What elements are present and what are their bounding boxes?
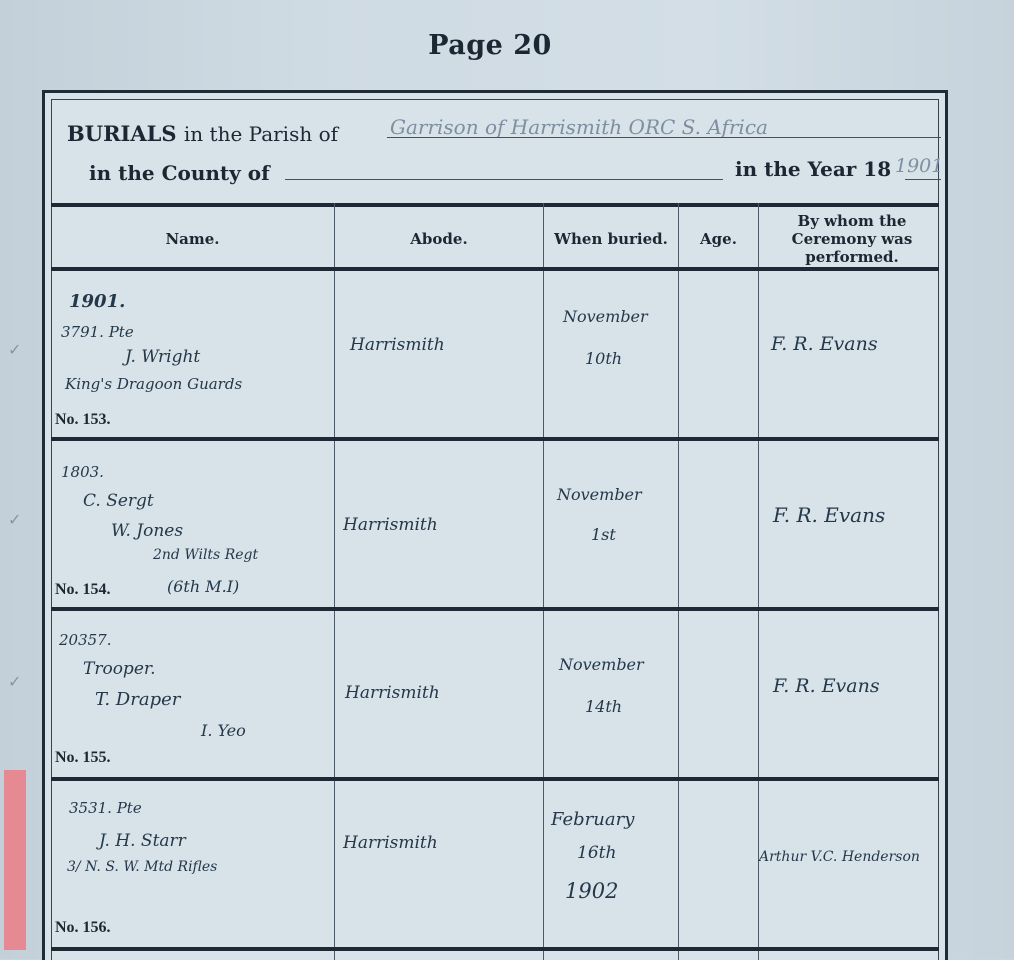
county-underline	[285, 179, 723, 180]
rank: Trooper.	[83, 659, 156, 679]
column-header-abode: Abode.	[410, 230, 468, 248]
regiment: King's Dragoon Guards	[65, 375, 243, 393]
abode-value: Harrismith	[350, 335, 445, 355]
year-label: in the Year 18	[735, 157, 892, 181]
column-divider	[543, 203, 544, 960]
header-bottom-rule	[51, 267, 939, 271]
deceased-name: W. Jones	[111, 521, 184, 541]
officiant: F. R. Evans	[773, 675, 880, 697]
officiant: F. R. Evans	[773, 503, 886, 527]
column-divider	[334, 203, 335, 960]
entry-divider	[51, 437, 939, 441]
deceased-name: J. H. Starr	[99, 831, 186, 851]
column-divider	[758, 203, 759, 960]
abode-value: Harrismith	[343, 833, 438, 853]
county-label: in the County of	[89, 161, 270, 185]
service-number: 3791. Pte	[61, 323, 134, 341]
regiment: 3/ N. S. W. Mtd Rifles	[67, 859, 218, 875]
entry-divider	[51, 947, 939, 951]
column-header-name: Name.	[165, 230, 220, 248]
regiment: I. Yeo	[201, 721, 246, 740]
entry-number: No. 153.	[55, 411, 111, 428]
entry-divider	[51, 777, 939, 781]
column-divider	[678, 203, 679, 960]
burial-date-year: 1902	[565, 879, 619, 903]
parish-line	[67, 121, 338, 146]
abode-value: Harrismith	[345, 683, 440, 703]
entry-year: 1901.	[69, 291, 126, 312]
entry-number: No. 156.	[55, 919, 111, 936]
entry-divider	[51, 607, 939, 611]
burial-date-day: 14th	[585, 697, 623, 716]
service-number: 20357.	[59, 631, 112, 649]
officiant: Arthur V.C. Henderson	[759, 849, 920, 865]
parish-underline	[387, 137, 941, 138]
regiment: 2nd Wilts Regt	[153, 547, 259, 563]
burial-date-day: 16th	[577, 843, 617, 863]
red-margin-strip	[4, 770, 26, 950]
burial-date-month: November	[557, 485, 642, 504]
column-header-ceremony: By whom the Ceremony was performed.	[791, 212, 913, 266]
rank: C. Sergt	[83, 491, 154, 511]
margin-tick-mark: ✓	[8, 510, 22, 529]
officiant: F. R. Evans	[771, 333, 878, 355]
margin-tick-mark: ✓	[8, 672, 22, 691]
year-underline	[905, 179, 941, 180]
unit: (6th M.I)	[167, 577, 240, 596]
year-value: 1901	[895, 155, 944, 177]
burials-label: BURIALS	[67, 121, 177, 146]
deceased-name: J. Wright	[125, 347, 201, 367]
header-top-rule	[51, 203, 939, 207]
service-number: 1803.	[61, 463, 104, 481]
burial-date-month: November	[559, 655, 644, 674]
page-title: Page 20	[428, 30, 552, 61]
parish-label: in the Parish of	[183, 122, 339, 146]
service-number: 3531. Pte	[69, 799, 142, 817]
parish-value: Garrison of Harrismith ORC S. Africa	[390, 115, 768, 139]
burial-date-day: 10th	[585, 349, 623, 368]
burial-date-day: 1st	[591, 525, 616, 544]
burial-register	[42, 90, 948, 960]
column-header-age: Age.	[700, 230, 737, 248]
deceased-name: T. Draper	[95, 689, 181, 710]
margin-tick-mark: ✓	[8, 340, 22, 359]
abode-value: Harrismith	[343, 515, 438, 535]
burial-date-month: February	[551, 809, 635, 830]
entry-number: No. 155.	[55, 749, 111, 766]
entry-number: No. 154.	[55, 581, 111, 598]
column-header-when-buried: When buried.	[554, 230, 668, 248]
burial-date-month: November	[563, 307, 648, 326]
